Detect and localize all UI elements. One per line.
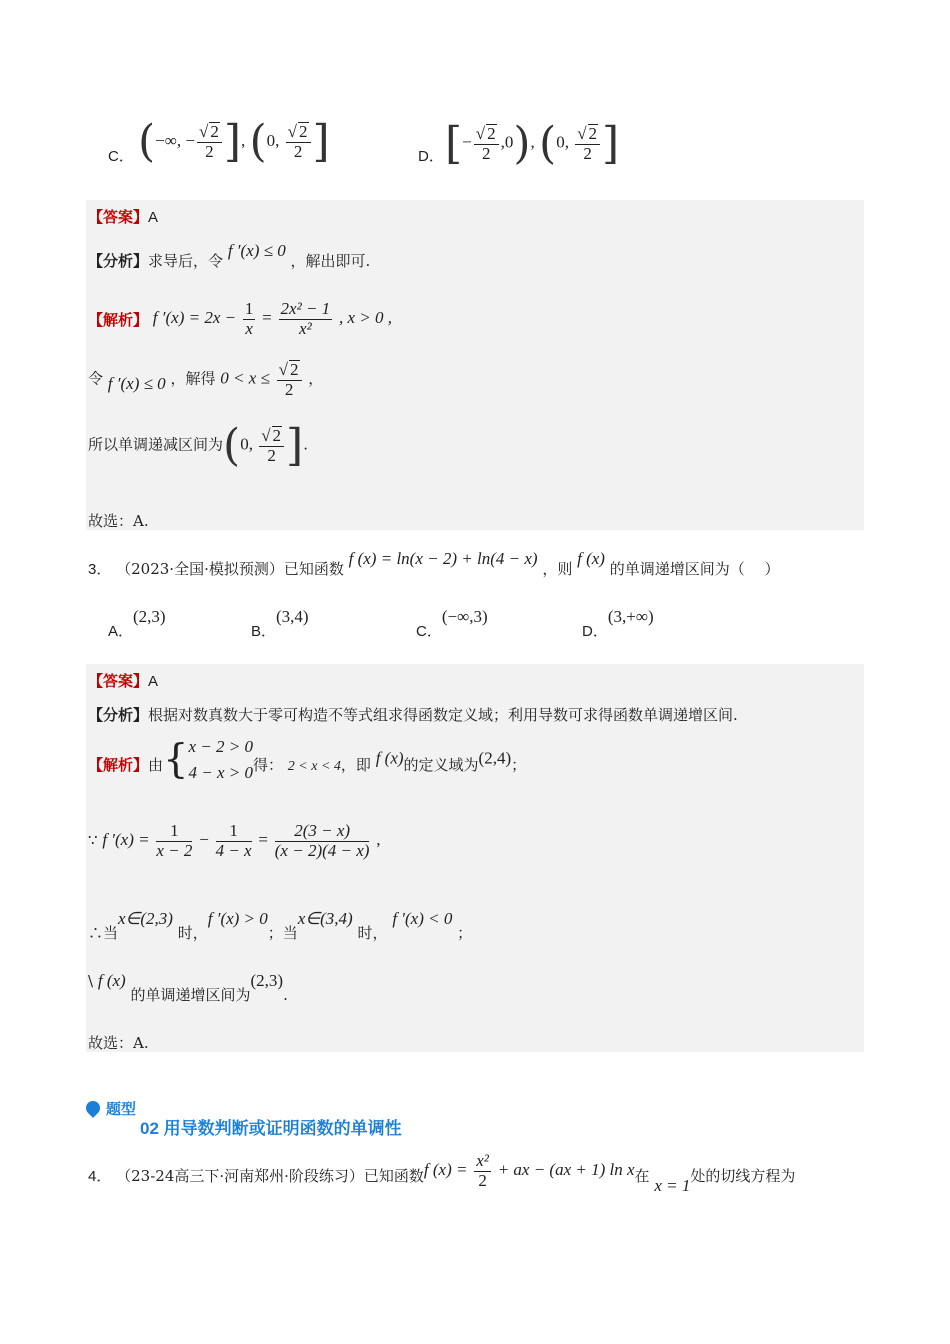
solution-tag: 【解析】	[88, 756, 149, 774]
q3-stem	[88, 548, 780, 578]
q4-at: 在	[634, 1167, 650, 1186]
q4-stem: 4． （23-24高三下·河南郑州·阶段练习）已知函数f (x) = $\frac{\text{x²}}{2}$ + ax − (ax + 1) ln x在 x = 1处的切线方程为	[88, 1151, 796, 1196]
q3-tail: 的单调递增区间为（ ）	[609, 560, 780, 578]
q2-solution-line2: 令 f ′(x) ≤ 0 ，解得 0 < x ≤ $\frac{√ 2}{2}$ ，	[88, 360, 324, 399]
q2-solution-line3: 所以单调递减区间为(0, $\frac{√ 2}{2}$ ].	[88, 420, 308, 471]
case1-f: f ′(x) > 0	[207, 909, 268, 928]
domain-text: 的定义域为	[403, 755, 479, 774]
option-letter: C．	[416, 623, 442, 640]
q4-source: （23-24高三下·河南郑州·阶段练习）已知函数	[116, 1167, 424, 1186]
deriv-mid: =	[262, 308, 272, 328]
q3-option-b	[251, 606, 309, 640]
q2-analysis	[88, 241, 371, 271]
answer-value: A	[148, 209, 159, 226]
analysis-tag: 【分析】	[88, 707, 149, 724]
answer-value: A	[148, 673, 159, 690]
q4-x-value: x = 1	[654, 1176, 691, 1196]
therefore: ∴当	[88, 924, 119, 942]
option-letter: C．	[108, 148, 134, 165]
q2-option-c-math: (−∞, − $\frac{√ 2}{2}$ ], (0, $\frac{√ 2}{2}$ ]	[138, 116, 330, 167]
q3-number: 3．	[88, 561, 112, 578]
answer-tag: 【答案】	[88, 673, 149, 690]
sys-pre: 由	[148, 755, 164, 774]
case2-f: f ′(x) < 0	[392, 909, 453, 928]
line2-pre: 令	[88, 369, 104, 388]
location-pin-icon	[83, 1098, 103, 1118]
range-post: ，即	[340, 755, 371, 774]
q3-mid: ，则	[542, 560, 573, 578]
q2-solution-line1: 【解析】 f ′(x) = 2x − $\frac{1}{x}$ = $\frac{\text{2x² − 1}}{\text{x²}}$ , x > 0 ,	[88, 299, 392, 338]
deriv-end: ,	[376, 830, 381, 850]
q3-solution-domain: 【解析】由{ x − 2 > 0 4 − x > 0 得： 2 < x < 4，即 f (x)的定义域为(2,4)；	[88, 734, 526, 785]
line3-post: .	[303, 435, 308, 454]
analysis-math: f ′(x) ≤ 0	[227, 241, 286, 260]
section-label: 题型	[106, 1101, 137, 1118]
q2-answer	[88, 206, 158, 227]
q3-option-a	[108, 606, 166, 640]
so: \	[88, 972, 94, 990]
q3-solution-conclusion-line	[88, 970, 288, 1004]
section-header	[86, 1098, 486, 1142]
q4-number: 4．	[88, 1168, 112, 1186]
line3-pre: 所以单调递减区间为	[88, 435, 224, 454]
analysis-text: 根据对数真数大于零可构造不等式组求得函数定义域；利用导数可求得函数单调递增区间.	[148, 706, 738, 724]
option-letter: D．	[582, 623, 608, 640]
q3-solution-deriv: ∵ f ′(x) = $\frac{1}{x - 2}$ − $\frac{1}{4 - x}$ = $\frac{2(3 - x)}{(x - 2)(4 - x)}$ ,	[88, 821, 381, 860]
answer-tag: 【答案】	[88, 209, 149, 226]
solution-tag: 【解析】	[88, 312, 149, 330]
deriv-tail: , x > 0 ,	[338, 308, 392, 328]
option-value: (−∞,3)	[441, 607, 488, 626]
q2-option-d	[418, 145, 444, 166]
domain-fx: f (x)	[375, 748, 404, 768]
q3-option-d	[582, 606, 654, 640]
concl-fx: f (x)	[97, 971, 126, 990]
case1-x: x∈(2,3)	[118, 909, 173, 928]
option-value: (3,+∞)	[607, 607, 654, 626]
concl-text: 的单调递增区间为	[130, 986, 251, 1004]
q3-source: （2023·全国·模拟预测）已知函数	[116, 560, 344, 578]
case1-when: 时，	[177, 924, 208, 942]
q3-answer	[88, 670, 158, 691]
line2-math1: f ′(x) ≤ 0	[107, 373, 166, 393]
q4-function-post: + ax − (ax + 1) ln x	[497, 1160, 635, 1180]
analysis-pre: 求导后，令	[148, 252, 224, 270]
q3-option-c	[416, 606, 488, 640]
line2-mid: ，解得	[170, 369, 216, 388]
domain-value: (2,4)	[478, 748, 512, 768]
case2-x: x∈(3,4)	[297, 909, 353, 928]
q3-conclusion: 故选：A.	[88, 1034, 149, 1052]
option-letter: A．	[108, 623, 134, 640]
because: ∵	[88, 831, 98, 850]
case2-end: ；	[457, 924, 473, 942]
q2-option-d-math: [− $\frac{√ 2}{2}$ ,0), (0, $\frac{√ 2}{2}$ ]	[445, 118, 620, 169]
case1-sep: ；当	[267, 924, 298, 942]
deriv: f ′(x) =	[102, 830, 150, 850]
case2-when: 时，	[357, 924, 388, 942]
analysis-tag: 【分析】	[88, 253, 149, 270]
analysis-post: ，解出即可.	[290, 252, 371, 270]
option-letter: D．	[418, 148, 444, 165]
sys-post: 得：	[252, 755, 283, 774]
range: 2 < x < 4	[287, 758, 341, 774]
sys-line2: 4 − x > 0	[188, 762, 253, 782]
concl-value: (2,3)	[250, 971, 284, 990]
q3-solution-cases	[88, 908, 473, 942]
line2-post: ，	[308, 369, 324, 388]
q4-tail: 处的切线方程为	[690, 1167, 796, 1186]
section-title: 02 用导数判断或证明函数的单调性	[140, 1119, 402, 1138]
q2-conclusion: 故选：A.	[88, 512, 149, 530]
q2-option-c	[108, 120, 134, 165]
q3-function: f (x) = ln(x − 2) + ln(4 − x)	[348, 549, 538, 568]
q4-function-pre: f (x) =	[423, 1160, 468, 1180]
concl-end: .	[283, 986, 288, 1004]
option-letter: B．	[251, 623, 277, 640]
sys-line1: x − 2 > 0	[188, 737, 253, 756]
q3-analysis	[88, 704, 738, 725]
option-value: (3,4)	[276, 607, 309, 626]
deriv-lhs: f ′(x) = 2x −	[152, 308, 237, 328]
domain-end: ；	[511, 755, 527, 774]
line2-math2: 0 < x ≤	[220, 368, 270, 388]
option-value: (2,3)	[133, 607, 166, 626]
q3-fx: f (x)	[577, 549, 605, 568]
